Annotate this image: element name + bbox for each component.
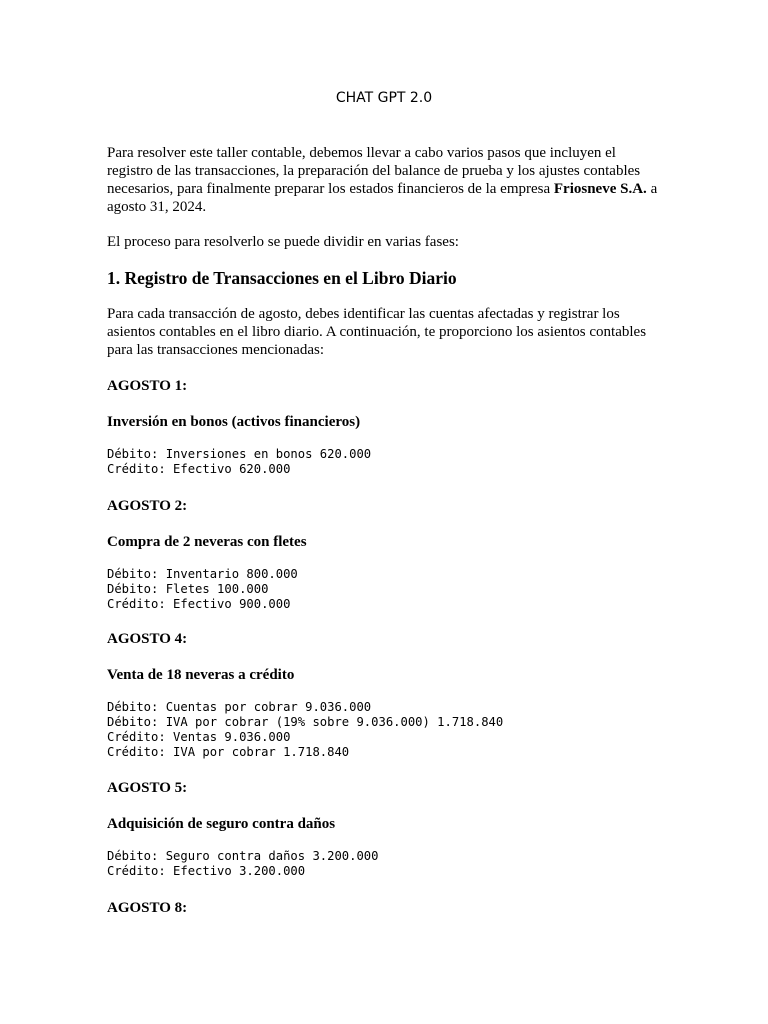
section-description: Para cada transacción de agosto, debes identificar las cuentas afectadas y registrar los asientos contables en el libro diario. A continuación, te proporciono los asientos contables para las transacciones mencionadas: [107, 306, 647, 358]
process-paragraph: El proceso para resolverlo se puede dividir en varias fases: [107, 234, 459, 250]
intro-paragraph [107, 144, 665, 216]
journal-line: Crédito: Ventas 9.036.000 [107, 729, 291, 744]
journal-line: Crédito: IVA por cobrar 1.718.840 [107, 744, 350, 759]
journal-line: Crédito: Efectivo 900.000 [107, 596, 291, 611]
entry-title: Inversión en bonos (activos financieros) [107, 414, 361, 430]
intro-text-part1: Para resolver este taller contable, debemos llevar a cabo varios pasos que incluyen el registro de las transacciones, la preparación del balance de prueba y los ajustes contables necesarios, para finalmente preparar los estados financieros de la empresa [107, 145, 641, 197]
entry-title: Adquisición de seguro contra daños [107, 816, 336, 832]
entry-title: Compra de 2 neveras con fletes [107, 534, 307, 550]
entry-date: AGOSTO 2: [107, 498, 188, 514]
journal-line: Crédito: Efectivo 620.000 [107, 461, 291, 476]
journal-line: Crédito: Efectivo 3.200.000 [107, 863, 306, 878]
entry-date: AGOSTO 5: [107, 780, 188, 796]
journal-entry-block [107, 447, 371, 477]
entry-date: AGOSTO 8: [107, 900, 188, 916]
entry-date: AGOSTO 4: [107, 631, 188, 647]
intro-text-part2: a agosto 31, 2024. [107, 181, 658, 215]
journal-entry-block [107, 849, 379, 879]
company-name: Friosneve S.A. [553, 181, 647, 197]
section-heading: 1. Registro de Transacciones en el Libro Diario [107, 268, 457, 288]
journal-line: Débito: IVA por cobrar (19% sobre 9.036.000) 1.718.840 [107, 714, 504, 729]
journal-line: Débito: Inventario 800.000 [107, 567, 298, 581]
journal-entry-block [107, 567, 298, 612]
journal-line: Débito: Inversiones en bonos 620.000 [107, 447, 372, 461]
entry-date: AGOSTO 1: [107, 378, 188, 394]
journal-entry-block [107, 700, 503, 760]
journal-line: Débito: Seguro contra daños 3.200.000 [107, 849, 379, 863]
document-title: CHAT GPT 2.0 [335, 90, 433, 106]
entry-title: Venta de 18 neveras a crédito [107, 667, 295, 683]
journal-line: Débito: Fletes 100.000 [107, 581, 269, 596]
journal-line: Débito: Cuentas por cobrar 9.036.000 [107, 700, 372, 714]
